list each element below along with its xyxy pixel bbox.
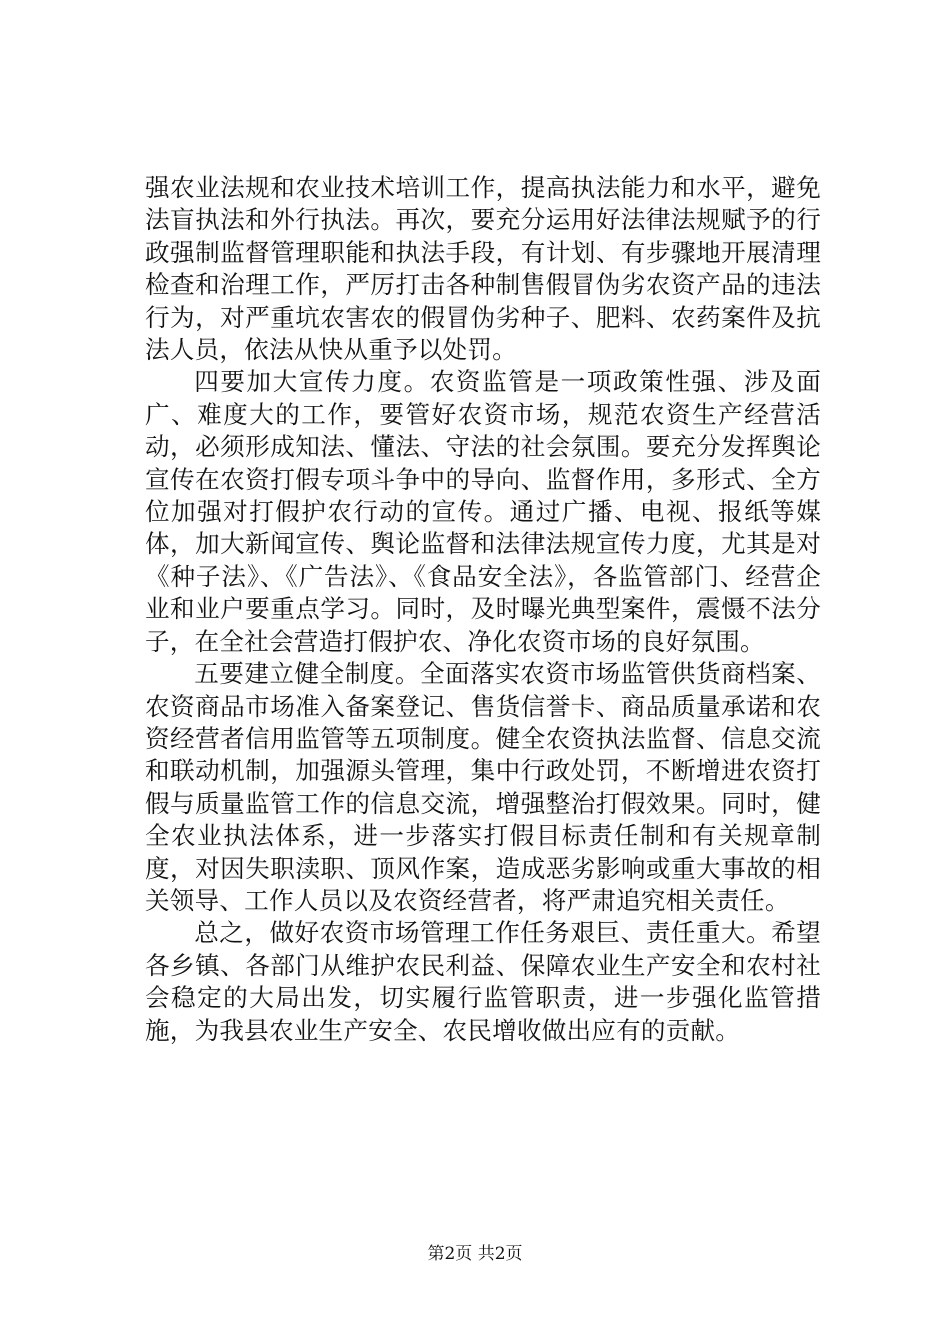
paragraph-continuation: 强农业法规和农业技术培训工作，提高执法能力和水平，避免法盲执法和外行执法。再次，要充分运用好法律法规赋予的行政强制监督管理职能和执法手段，有计划、有步骤地开展清理检查和治理工作，严厉打击各种制售假冒伪劣农资产品的违法行为，对严重坑农害农的假冒伪劣种子、肥料、农药案件及抗法人员，依法从快从重予以处罚。 <box>145 173 821 365</box>
document-body <box>145 172 821 1047</box>
paragraph-system: 五要建立健全制度。全面落实农资市场监管供货商档案、农资商品市场准入备案登记、售货信誉卡、商品质量承诺和农资经营者信用监管等五项制度。健全农资执法监督、信息交流和联动机制，加强源头管理，集中行政处罚，不断增进农资打假与质量监管工作的信息交流，增强整治打假效果。同时，健全农业执法体系，进一步落实打假目标责任制和有关规章制度，对因失职渎职、顶风作案，造成恶劣影响或重大事故的相关领导、工作人员以及农资经营者，将严肃追究相关责任。 <box>145 659 821 915</box>
paragraph-publicity: 四要加大宣传力度。农资监管是一项政策性强、涉及面广、难度大的工作，要管好农资市场，规范农资生产经营活动，必须形成知法、懂法、守法的社会氛围。要充分发挥舆论宣传在农资打假专项斗争中的导向、监督作用，多形式、全方位加强对打假护农行动的宣传。通过广播、电视、报纸等媒体，加大新闻宣传、舆论监督和法律法规宣传力度，尤其是对《种子法》、《广告法》、《食品安全法》，各监管部门、经营企业和业户要重点学习。同时，及时曝光典型案件，震慑不法分子，在全社会营造打假护农、净化农资市场的良好氛围。 <box>145 367 821 656</box>
page-number-footer: 第2页 共2页 <box>427 1244 523 1264</box>
paragraph-conclusion: 总之，做好农资市场管理工作任务艰巨、责任重大。希望各乡镇、各部门从维护农民利益、保障农业生产安全和农村社会稳定的大局出发，切实履行监管职责，进一步强化监管措施，为我县农业生产安全、农民增收做出应有的贡献。 <box>145 918 821 1045</box>
